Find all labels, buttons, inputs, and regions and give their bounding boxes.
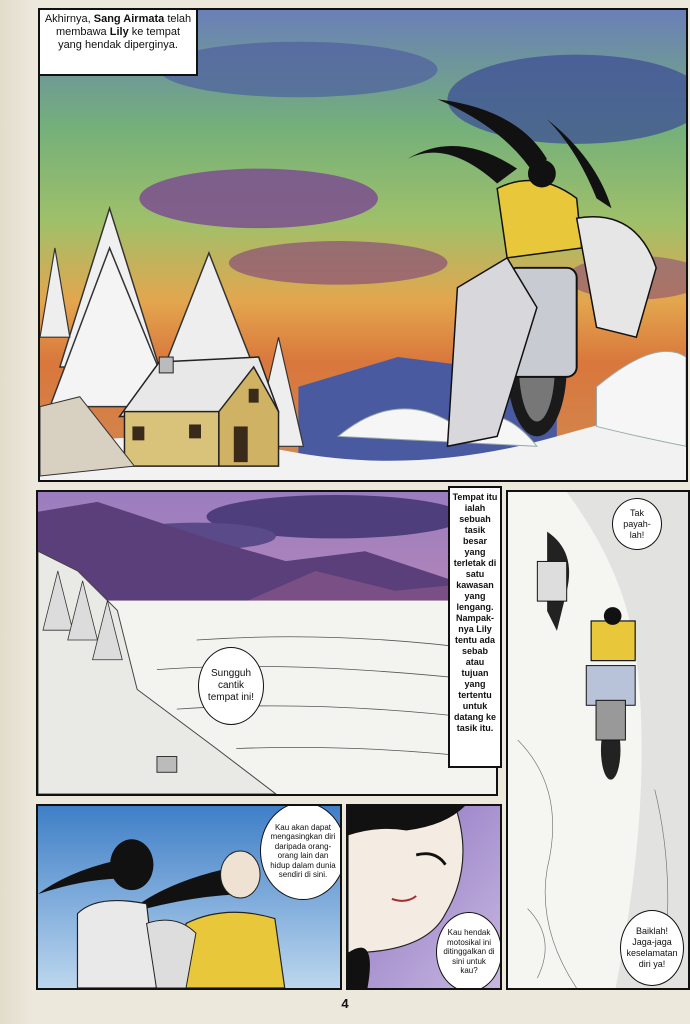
narration-caption <box>38 8 198 76</box>
panel-2-lake <box>36 490 498 796</box>
caption-text-1: Akhirnya, <box>44 13 94 25</box>
speech-bubble-panel-6: Kau hendak motosikal ini ditinggalkan di sini untuk kau? <box>436 912 502 990</box>
character-name-lily: Lily <box>109 26 132 38</box>
panel-6-closeup <box>346 804 502 990</box>
speech-bubble-panel-5: Kau akan dapat mengasingkan diri daripada orang-orang lain dan hidup dalam dunia sendiri di sini. <box>260 804 342 900</box>
panel-5-characters <box>36 804 342 990</box>
panel-1-landscape <box>38 8 688 482</box>
panel-2-illustration <box>38 492 496 794</box>
caption-text-2: telah membawa <box>55 13 192 38</box>
speech-bubble-panel-2: Sungguh cantik tempat ini! <box>198 647 264 725</box>
page-number: 4 <box>341 996 349 1011</box>
panel-4-riding <box>506 490 690 990</box>
caption-text-3: ke tempat yang hendak diperginya. <box>58 26 181 51</box>
speech-bubble-bottom: Baiklah! Jaga-jaga keselamatan diri ya! <box>620 910 684 986</box>
page-margin <box>0 0 34 1024</box>
character-name-sang-airmata: Sang Airmata <box>93 13 168 25</box>
narration-caption-lake: Tempat itu ialah sebuah tasik besar yang terletak di satu kawasan yang lengang. Nampak-nya Lily tentu ada sebab atau tujuan yang tertentu untuk datang ke tasik itu. <box>448 486 502 768</box>
speech-bubble-top: Tak payah-lah! <box>612 498 662 550</box>
panel-1-illustration <box>40 10 686 480</box>
